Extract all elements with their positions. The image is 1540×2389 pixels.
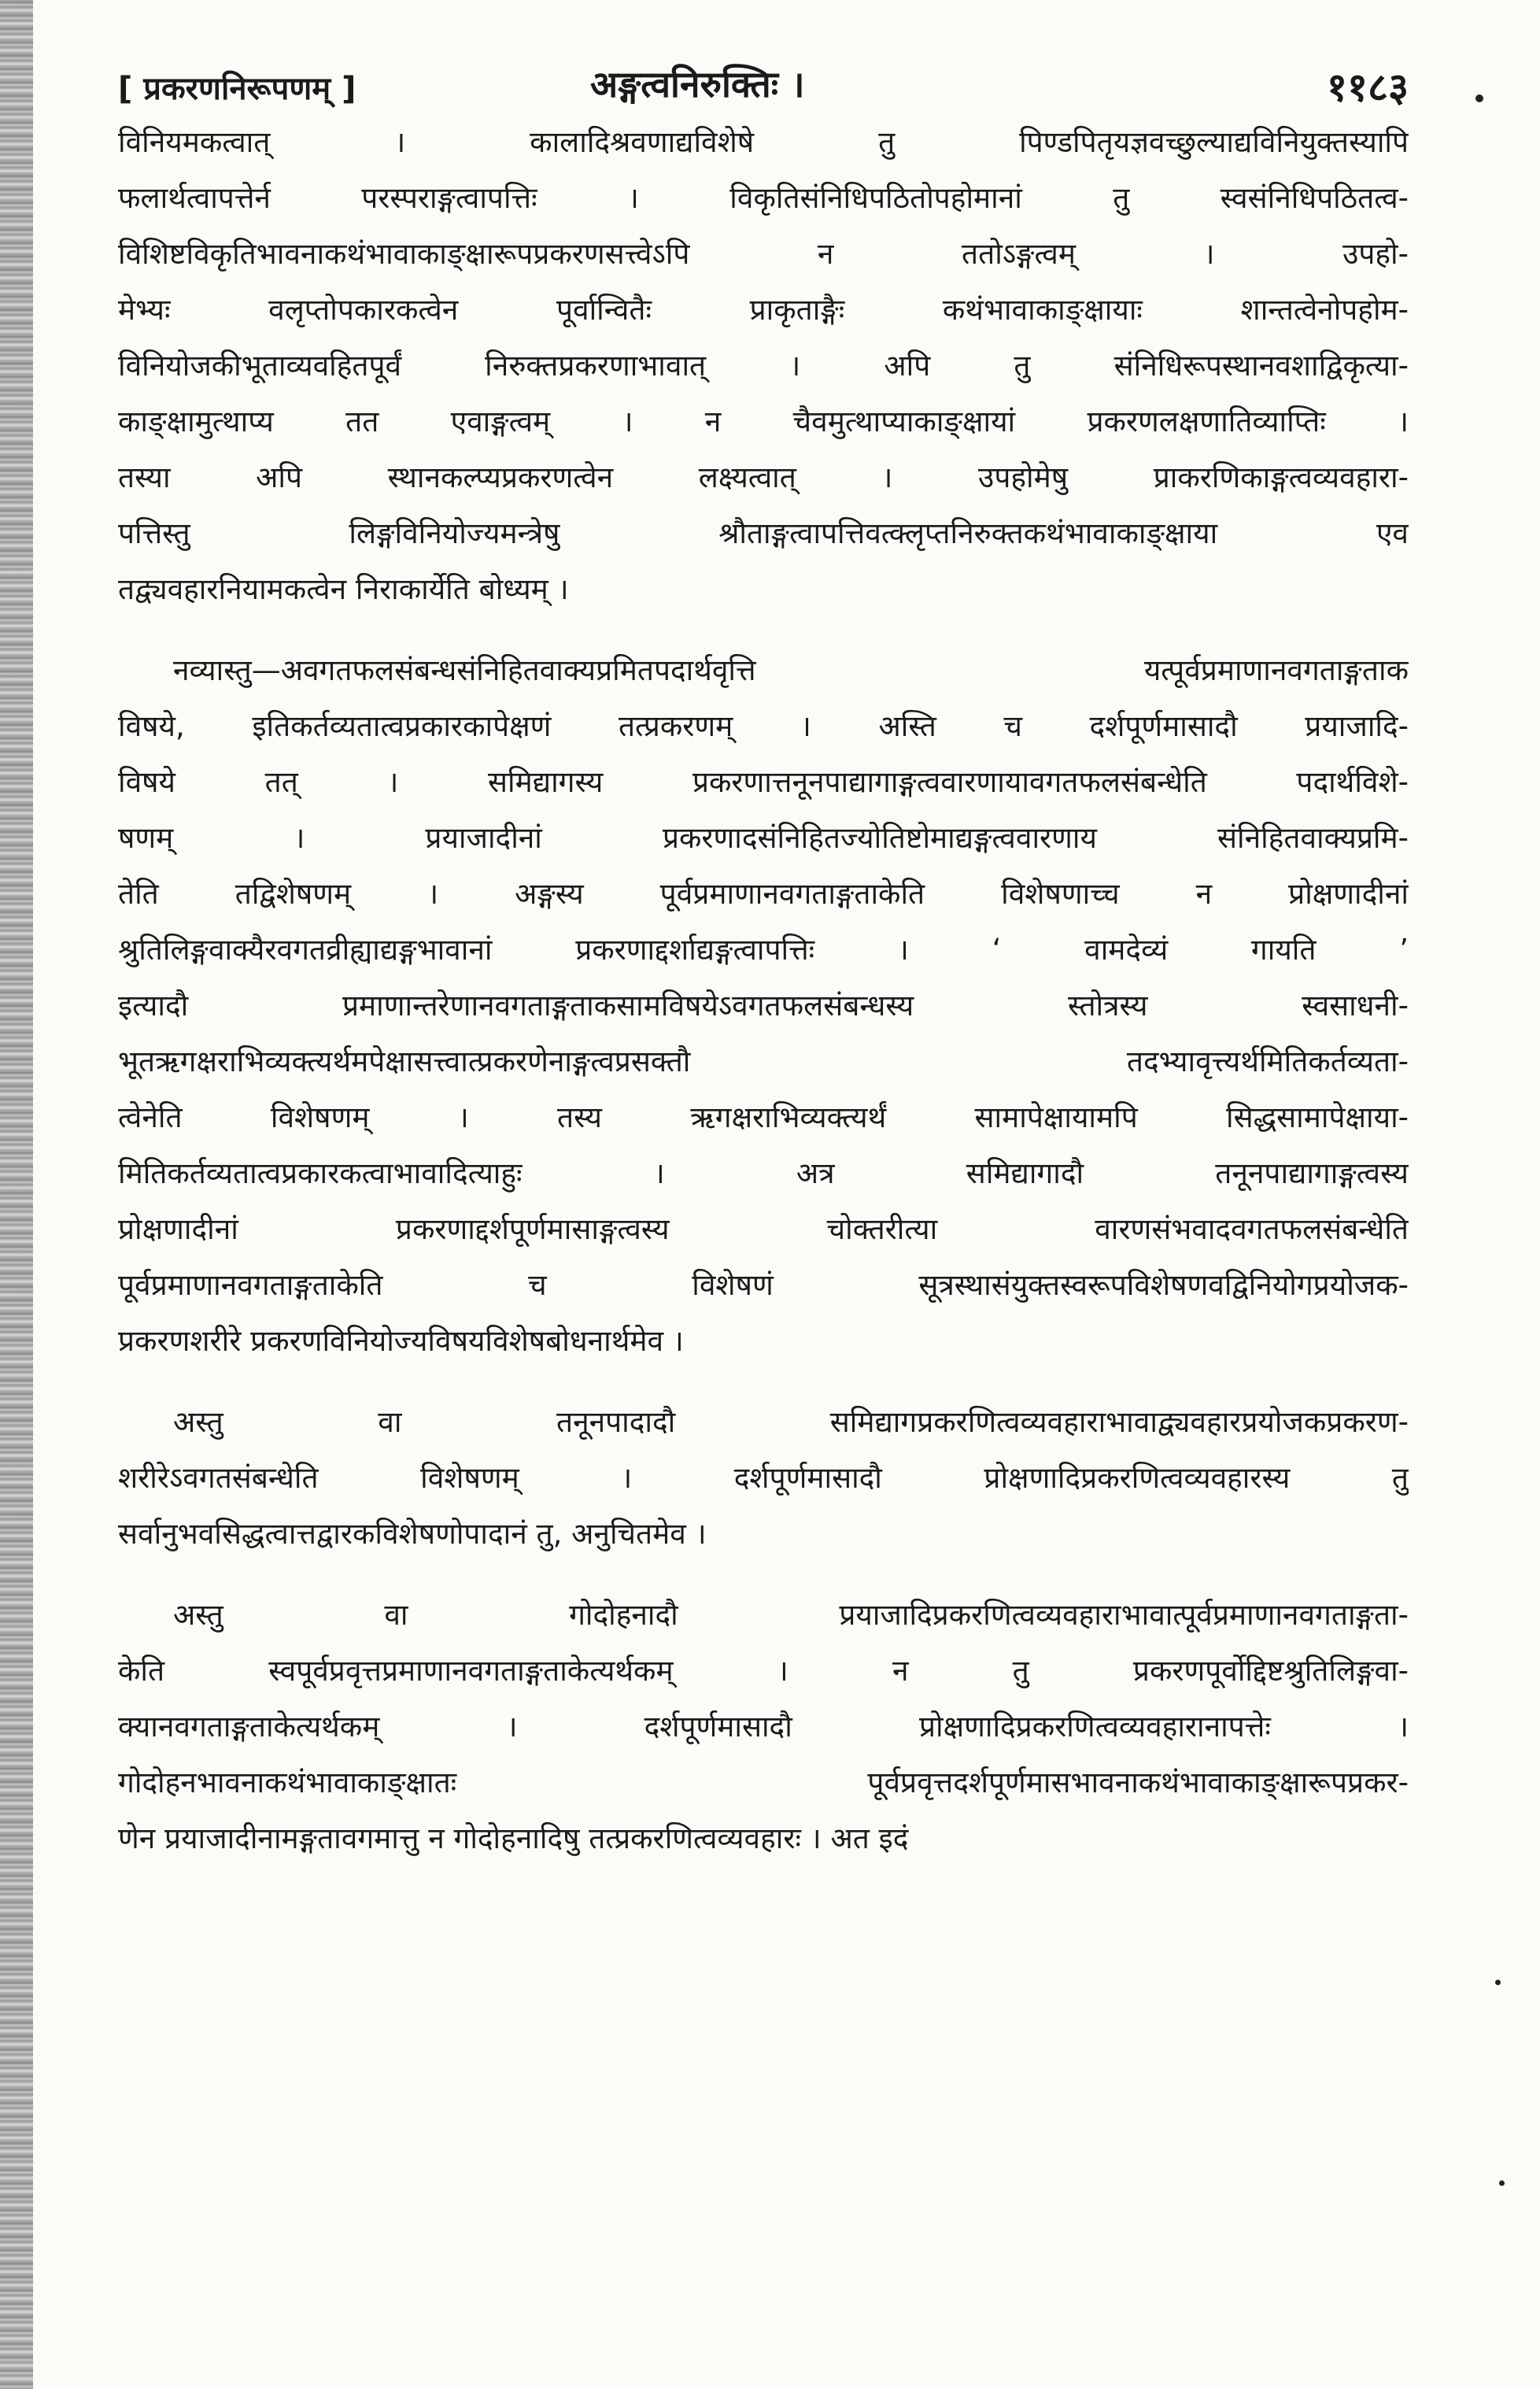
text-line: विषये, इतिकर्तव्यतात्वप्रकारकापेक्षणं तत्प्रकरणम् । अस्ति च दर्शपूर्णमासादौ प्रयाजादि- — [118, 709, 1409, 743]
text-line: शरीरेऽवगतसंबन्धेति विशेषणम् । दर्शपूर्णमासादौ प्रोक्षणादिप्रकरणित्वव्यवहारस्य तु — [118, 1461, 1409, 1495]
text-line: षणम् । प्रयाजादीनां प्रकरणादसंनिहितज्योतिष्टोमाद्यङ्गत्ववारणाय संनिहितवाक्यप्रमि- — [118, 821, 1409, 855]
text-line: प्रकरणशरीरे प्रकरणविनियोज्यविषयविशेषबोधनार्थमेव । — [118, 1324, 684, 1358]
text-line: प्रोक्षणादीनां प्रकरणाद्दर्शपूर्णमासाङ्गत्वस्य चोक्तरीत्या वारणसंभवादवगतफलसंबन्धेति — [118, 1212, 1409, 1246]
text-line: विषये तत् । समिद्यागस्य प्रकरणात्तनूनपाद्यागाङ्गत्ववारणायावगतफलसंबन्धेति पदार्थविशे- — [118, 765, 1409, 799]
running-header — [118, 43, 1409, 114]
text-line: तद्व्यवहारनियामकत्वेन निराकार्येति बोध्यम् । — [118, 572, 569, 606]
text-line: मितिकर्तव्यतात्वप्रकारकत्वाभावादित्याहुः । अत्र समिद्यागादौ तनूनपाद्यागाङ्गत्वस्य — [118, 1156, 1409, 1190]
stray-mark — [1475, 94, 1483, 102]
paragraph — [118, 114, 1409, 617]
text-line: केति स्वपूर्वप्रवृत्तप्रमाणानवगताङ्गताकेत्यर्थकम् । न तु प्रकरणपूर्वोद्दिष्टश्रुतिलिङ्गवा- — [118, 1654, 1409, 1688]
text-line: अस्तु वा तनूनपादादौ समिद्यागप्रकरणित्वव्यवहाराभावाद्व्यवहारप्रयोजकप्रकरण- — [173, 1405, 1409, 1439]
text-line: क्यानवगताङ्गताकेत्यर्थकम् । दर्शपूर्णमासादौ प्रोक्षणादिप्रकरणित्वव्यवहारानापत्तेः । — [118, 1710, 1409, 1744]
body-text — [118, 114, 1409, 1866]
text-line: तस्या अपि स्थानकल्प्यप्रकरणत्वेन लक्ष्यत्वात् । उपहोमेषु प्राकरणिकाङ्गत्वव्यवहारा- — [118, 460, 1409, 494]
text-line: काङ्क्षामुत्थाप्य तत एवाङ्गत्वम् । न चैवमुत्थाप्याकाङ्क्षायां प्रकरणलक्षणातिव्याप्तिः । — [118, 405, 1409, 438]
book-page — [118, 43, 1409, 2358]
page-number: ११८३ — [1327, 65, 1409, 110]
text-line: पत्तिस्तु लिङ्गविनियोज्यमन्त्रेषु श्रौताङ्गत्वापत्तिवत्क्लृप्तनिरुक्तकथंभावाकाङ्क्षाया एव — [118, 516, 1409, 550]
text-line: पूर्वप्रमाणानवगताङ्गताकेति च विशेषणं सूत्रस्थासंयुक्तस्वरूपविशेषणवद्विनियोगप्रयोजक- — [118, 1268, 1409, 1302]
text-line: भूतऋगक्षराभिव्यक्त्यर्थमपेक्षासत्त्वात्प्रकरणेनाङ्गत्वप्रसक्तौ तदभ्यावृत्त्यर्थमितिकर्तव्यता- — [118, 1045, 1409, 1078]
text-line: गोदोहनभावनाकथंभावाकाङ्क्षातः पूर्वप्रवृत्तदर्शपूर्णमासभावनाकथंभावाकाङ्क्षारूपप्रकर- — [118, 1766, 1409, 1799]
text-line: तेति तद्विशेषणम् । अङ्गस्य पूर्वप्रमाणानवगताङ्गताकेति विशेषणाच्च न प्रोक्षणादीनां — [118, 877, 1409, 911]
text-line: विनियोजकीभूताव्यवहितपूर्वं निरुक्तप्रकरणाभावात् । अपि तु संनिधिरूपस्थानवशाद्विकृत्या- — [118, 349, 1409, 383]
text-line: णेन प्रयाजादीनामङ्गतावगमात्तु न गोदोहनादिषु तत्प्रकरणित्वव्यवहारः । अत इदं — [118, 1821, 909, 1855]
paragraph — [118, 1587, 1409, 1866]
stray-mark — [1499, 2180, 1505, 2186]
scanned-page-edge — [0, 0, 33, 2389]
text-line: अस्तु वा गोदोहनादौ प्रयाजादिप्रकरणित्वव्यवहाराभावात्पूर्वप्रमाणानवगताङ्गता- — [173, 1598, 1409, 1632]
text-line: विनियमकत्वात् । कालादिश्रवणाद्यविशेषे तु पिण्डपितृयज्ञवच्छुल्याद्यविनियुक्तस्यापि — [118, 125, 1409, 159]
text-line: नव्यास्तु—अवगतफलसंबन्धसंनिहितवाक्यप्रमितपदार्थवृत्ति यत्पूर्वप्रमाणानवगताङ्गताक — [173, 653, 1409, 687]
text-line: श्रुतिलिङ्गवाक्यैरवगतव्रीह्याद्यङ्गभावानां प्रकरणाद्दर्शाद्यङ्गत्वापत्तिः । ‘ वामदेव्यं गायति ’ — [118, 933, 1409, 967]
text-line: फलार्थत्वापत्तेर्न परस्पराङ्गत्वापत्तिः । विकृतिसंनिधिपठितोपहोमानां तु स्वसंनिधिपठितत्व- — [118, 181, 1409, 215]
stray-mark — [1495, 1980, 1501, 1985]
section-title: [ प्रकरणनिरूपणम् ] — [118, 71, 356, 107]
text-line: विशिष्टविकृतिभावनाकथंभावाकाङ्क्षारूपप्रकरणसत्त्वेऽपि न ततोऽङ्गत्वम् । उपहो- — [118, 237, 1409, 271]
paragraph — [118, 642, 1409, 1369]
text-line: त्वेनेति विशेषणम् । तस्य ऋगक्षराभिव्यक्त्यर्थं सामापेक्षायामपि सिद्धसामापेक्षाया- — [118, 1100, 1409, 1134]
text-line: मेभ्यः वलृप्तोपकारकत्वेन पूर्वान्वितैः प्राकृताङ्गैः कथंभावाकाङ्क्षायाः शान्तत्वेनोपहोम- — [118, 293, 1409, 327]
chapter-title: अङ्गत्वनिरुक्तिः । — [590, 63, 805, 105]
text-line: सर्वानुभवसिद्धत्वात्तद्वारकविशेषणोपादानं तु, अनुचितमेव । — [118, 1517, 707, 1551]
paragraph — [118, 1394, 1409, 1562]
text-line: इत्यादौ प्रमाणान्तरेणानवगताङ्गताकसामविषयेऽवगतफलसंबन्धस्य स्तोत्रस्य स्वसाधनी- — [118, 989, 1409, 1023]
